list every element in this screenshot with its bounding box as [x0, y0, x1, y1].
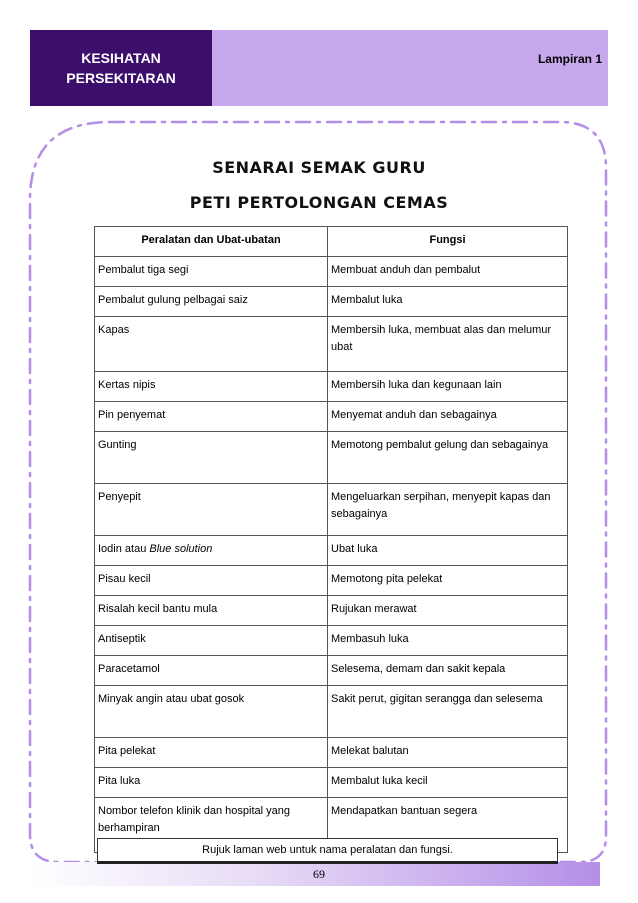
cell-item-italic: Blue solution	[149, 543, 213, 555]
table-row	[95, 257, 568, 287]
cell-item: Paracetamol	[95, 656, 328, 686]
section-tag	[30, 30, 212, 106]
cell-item: Kapas	[95, 317, 328, 372]
table-row	[95, 536, 568, 566]
cell-function: Melekat balutan	[328, 738, 568, 768]
cell-function: Menyemat anduh dan sebagainya	[328, 402, 568, 432]
header-function: Fungsi	[328, 227, 568, 257]
cell-item: Pita pelekat	[95, 738, 328, 768]
section-tag-line2: PERSEKITARAN	[66, 70, 176, 86]
cell-item: Nombor telefon klinik dan hospital yang berhampiran	[95, 798, 328, 853]
cell-item: Pisau kecil	[95, 566, 328, 596]
page-title: SENARAI SEMAK GURU	[212, 158, 426, 177]
cell-function: Selesema, demam dan sakit kepala	[328, 656, 568, 686]
table-row	[95, 626, 568, 656]
cell-item	[95, 536, 328, 566]
table-row	[95, 317, 568, 372]
cell-function: Membalut luka	[328, 287, 568, 317]
table-row	[95, 656, 568, 686]
section-tag-line1: KESIHATAN	[81, 50, 161, 66]
table-row	[95, 402, 568, 432]
cell-function: Sakit perut, gigitan serangga dan selesema	[328, 686, 568, 738]
cell-function: Membasuh luka	[328, 626, 568, 656]
table-row	[95, 287, 568, 317]
page-subtitle: PETI PERTOLONGAN CEMAS	[189, 193, 449, 212]
cell-function: Mendapatkan bantuan segera	[328, 798, 568, 853]
cell-item: Pin penyemat	[95, 402, 328, 432]
table-row	[95, 768, 568, 798]
cell-function: Membersih luka, membuat alas dan melumur ubat	[328, 317, 568, 372]
table-row	[95, 596, 568, 626]
cell-item: Pita luka	[95, 768, 328, 798]
cell-item: Minyak angin atau ubat gosok	[95, 686, 328, 738]
table-row	[95, 372, 568, 402]
cell-item: Penyepit	[95, 484, 328, 536]
table-row	[95, 566, 568, 596]
table-row	[95, 432, 568, 484]
cell-function: Mengeluarkan serpihan, menyepit kapas dan sebagainya	[328, 484, 568, 536]
cell-function: Rujukan merawat	[328, 596, 568, 626]
cell-function: Membuat anduh dan pembalut	[328, 257, 568, 287]
cell-item: Antiseptik	[95, 626, 328, 656]
appendix-label: Lampiran 1	[537, 52, 602, 66]
table-header-row	[95, 227, 568, 257]
cell-function: Memotong pembalut gelung dan sebagainya	[328, 432, 568, 484]
cell-item: Gunting	[95, 432, 328, 484]
table-row	[95, 484, 568, 536]
checklist-table	[94, 226, 568, 853]
cell-item: Pembalut tiga segi	[95, 257, 328, 287]
reference-note: Rujuk laman web untuk nama peralatan dan fungsi.	[97, 838, 558, 864]
cell-item-prefix: Iodin atau	[98, 543, 150, 555]
table-row	[95, 686, 568, 738]
table-row	[95, 738, 568, 768]
header-item: Peralatan dan Ubat-ubatan	[95, 227, 328, 257]
cell-function: Ubat luka	[328, 536, 568, 566]
cell-item: Kertas nipis	[95, 372, 328, 402]
cell-function: Memotong pita pelekat	[328, 566, 568, 596]
cell-item: Risalah kecil bantu mula	[95, 596, 328, 626]
cell-function: Membersih luka dan kegunaan lain	[328, 372, 568, 402]
page-number: 69	[313, 867, 325, 881]
cell-item: Pembalut gulung pelbagai saiz	[95, 287, 328, 317]
cell-function: Membalut luka kecil	[328, 768, 568, 798]
